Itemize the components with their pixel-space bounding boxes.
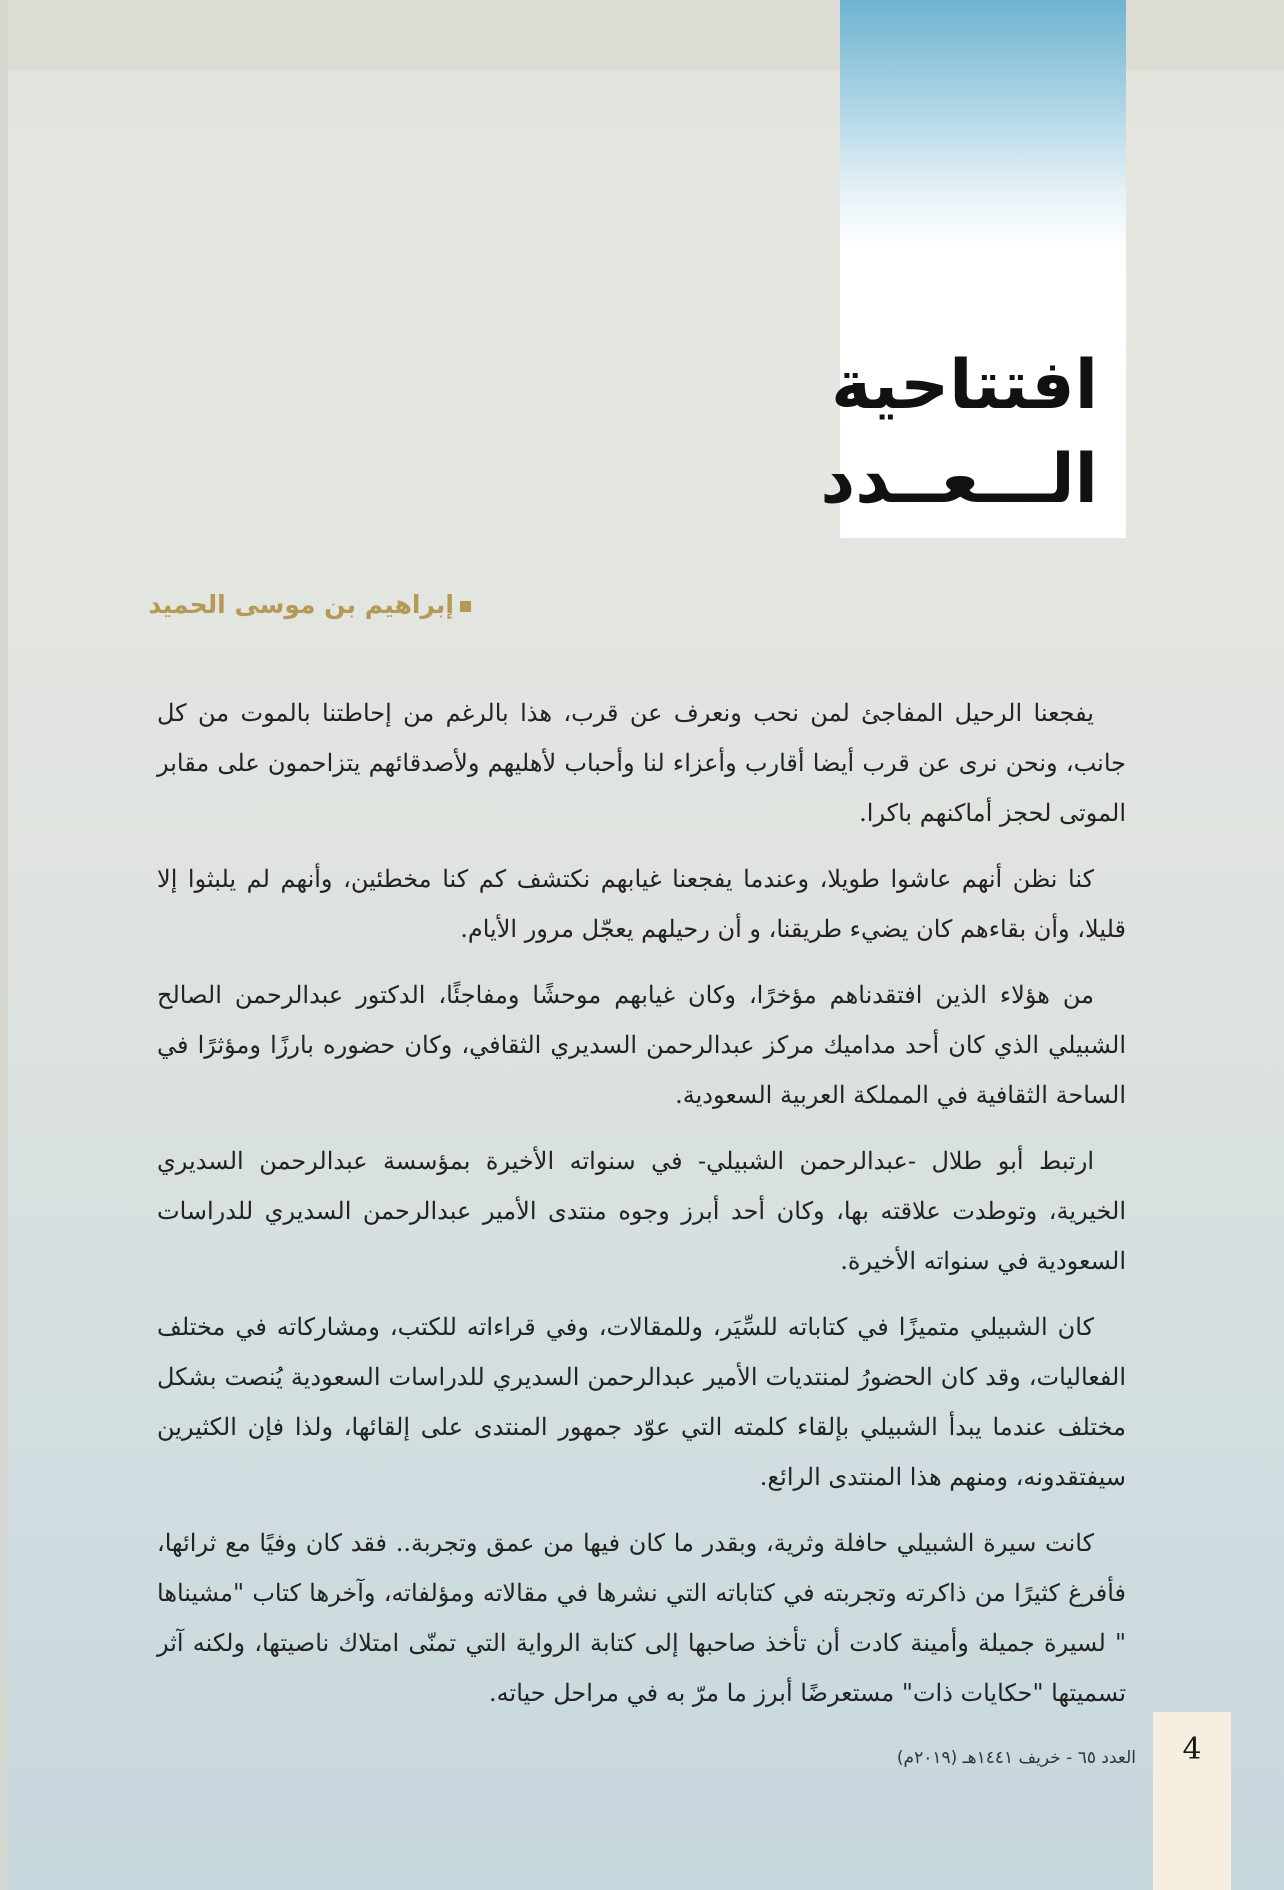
author-name: إبراهيم بن موسى الحميد: [148, 590, 454, 619]
page-number: 4: [1182, 1732, 1202, 1767]
paragraph-2: كنا نظن أنهم عاشوا طويلا، وعندما يفجعنا غيابهم نكتشف كم كنا مخطئين، وأنهم لم يلبثوا إلا قليلا، وأن بقاءهم كان يضيء طريقنا، و أن رحيلهم يعجّل مرور الأيام.: [157, 865, 1126, 943]
title-line-1: افتتاحية: [831, 346, 1098, 425]
square-bullet-icon: [460, 601, 471, 612]
page-number-box: [1153, 1712, 1231, 1890]
paragraph-4: ارتبط أبو طلال -عبدالرحمن الشبيلي- في سنواته الأخيرة بمؤسسة عبدالرحمن السديري الخيرية، وتوطدت علاقته بها، وكان أحد أبرز وجوه منتدى الأمير عبدالرحمن السديري للدراسات السعودية في سنواته الأخيرة.: [157, 1147, 1126, 1275]
title-panel: [820, 0, 1126, 538]
article-body: [157, 688, 1126, 1734]
title-line-2: الـــعــدد: [820, 440, 1098, 519]
paragraph-6: كانت سيرة الشبيلي حافلة وثرية، وبقدر ما كان فيها من عمق وتجربة.. فقد كان وفيًا مع ثرائها، فأفرغ كثيرًا من ذاكرته وتجربته في كتاباته التي نشرها في مقالاته ومؤلفاته، وآخرها كتاب "مشيناها " لسيرة جميلة وأمينة كادت أن تأخذ صاحبها إلى كتابة الرواية التي تمنّى امتلاك ناصيتها، ولكنه آثر تسميتها "حكايات ذات" مستعرضًا أبرز ما مرّ به في مراحل حياته.: [157, 1529, 1126, 1707]
paragraph-5: كان الشبيلي متميزًا في كتاباته للسِّيَر، وللمقالات، وفي قراءاته للكتب، ومشاركاته في مختلف الفعاليات، وقد كان الحضورُ لمنتديات الأمير عبدالرحمن السديري للدراسات السعودية يُنصت بشكل مختلف عندما يبدأ الشبيلي بإلقاء كلمته التي عوّد جمهور المنتدى على إلقائها، ولذا فإن الكثيرين سيفتقدونه، ومنهم هذا المنتدى الرائع.: [157, 1313, 1127, 1491]
author-byline: [148, 590, 471, 620]
issue-info: العدد ٦٥ - خريف ١٤٤١هـ (٢٠١٩م): [896, 1748, 1136, 1768]
page-edge: [0, 0, 8, 1890]
paragraph-3: من هؤلاء الذين افتقدناهم مؤخرًا، وكان غيابهم موحشًا ومفاجئًا، الدكتور عبدالرحمن الصالح الشبيلي الذي كان أحد مداميك مركز عبدالرحمن السديري الثقافي، وكان حضوره بارزًا ومؤثرًا في الساحة الثقافية في المملكة العربية السعودية.: [157, 981, 1126, 1109]
paragraph-1: يفجعنا الرحيل المفاجئ لمن نحب ونعرف عن قرب، هذا بالرغم من إحاطتنا بالموت من كل جانب، ونحن نرى عن قرب أيضا أقارب وأعزاء لنا وأحباب لأهليهم ولأصدقائهم يتزاحمون على مقابر الموتى لحجز أماكنهم باكرا.: [157, 699, 1126, 827]
